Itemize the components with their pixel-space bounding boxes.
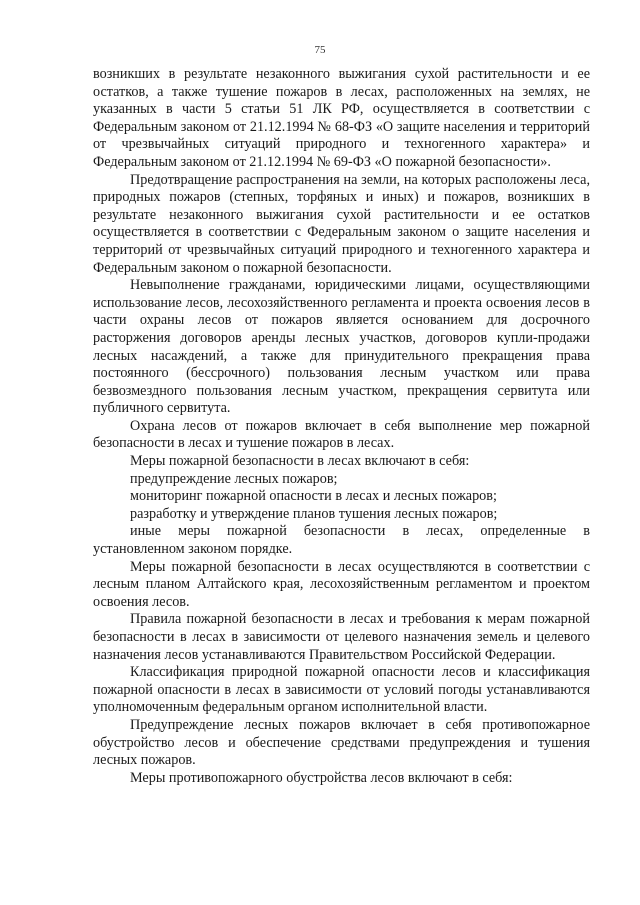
paragraph-forest-protection: Охрана лесов от пожаров включает в себя выполнение мер пожарной безопасности в лесах и тушение пожаров в лесах. [93,417,590,452]
paragraph-measures-intro: Меры пожарной безопасности в лесах включают в себя: [130,453,470,470]
list-item-planning: разработку и утверждение планов тушения лесных пожаров; [130,505,498,522]
list-item-monitoring: мониторинг пожарной опасности в лесах и лесных пожаров; [130,488,497,505]
paragraph-rules: Правила пожарной безопасности в лесах и требования к мерам пожарной безопасности в лесах в зависимости от целевого назначения земель и целевого назначения лесов устанавливаются Правительством Российской Федерации. [93,611,590,663]
document-body [93,66,590,787]
page-number: 75 [314,44,326,56]
paragraph-measures-basis: Меры пожарной безопасности в лесах осуществляются в соответствии с лесным планом Алтайского края, лесохозяйственным регламентом и проектом освоения лесов. [93,558,590,610]
paragraph-non-compliance: Невыполнение гражданами, юридическими лицами, осуществляющими использование лесов, лесохозяйственного регламента и проекта освоения лесов в части охраны лесов от пожаров является основанием для досрочного расторжения договоров аренды лесных участков, договоров купли-продажи лесных насаждений, а также для принудительного прекращения права постоянного (бессрочного) пользования лесным участком или права безвозмездного пользования лесным участком, прекращения сервитута или публичного сервитута. [93,277,590,417]
list-item-prevention: предупреждение лесных пожаров; [130,470,338,487]
paragraph-continuation: возникших в результате незаконного выжигания сухой растительности и ее остатков, а также тушение пожаров в лесах, расположенных на землях, не указанных в части 5 статьи 51 ЛК РФ, осуществляется в соответствии с Федеральным законом от 21.12.1994 № 68-ФЗ «О защите населения и территорий от чрезвычайных ситуаций природного и техногенного характера» и Федеральным законом от 21.12.1994 № 69-ФЗ «О пожарной безопасности». [93,66,590,170]
paragraph-classification: Классификация природной пожарной опасности лесов и классификация пожарной опасности в лесах в зависимости от условий погоды устанавливаются уполномоченным федеральным органом исполнительной власти. [93,664,590,716]
paragraph-fire-spread-prevention: Предотвращение распространения на земли, на которых расположены леса, природных пожаров (степных, торфяных и иных) и пожаров, возникших в результате незаконного выжигания сухой растительности и ее остатков осуществляется в соответствии с Федеральным законом о защите населения и территорий от чрезвычайных ситуаций природного и техногенного характера и Федеральным законом о пожарной безопасности. [93,171,590,276]
paragraph-fire-arrangement-intro: Меры противопожарного обустройства лесов включают в себя: [130,769,513,786]
list-item-other-measures: иные меры пожарной безопасности в лесах, определенные в установленном законом порядке. [93,523,590,558]
paragraph-prevention-definition: Предупреждение лесных пожаров включает в себя противопожарное обустройство лесов и обеспечение средствами предупреждения и тушения лесных пожаров. [93,716,590,769]
